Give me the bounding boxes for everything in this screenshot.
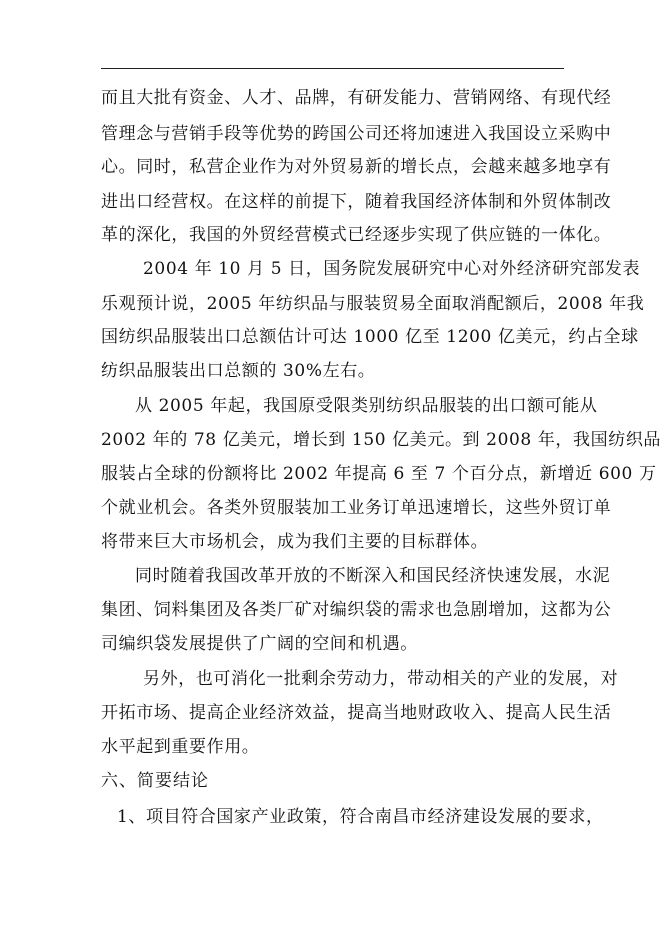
paragraph-line: 另外，也可消化一批剩余劳动力，带动相关的产业的发展，对: [143, 669, 619, 689]
paragraph-line: 2004 年 10 月 5 日，国务院发展研究中心对外经济研究部发表: [143, 259, 641, 279]
paragraph-line: 个就业机会。各类外贸服装加工业务订单迅速增长，这些外贸订单: [101, 498, 612, 518]
paragraph-line: 集团、饲料集团及各类厂矿对编织袋的需求也急剧增加，这都为公: [101, 600, 612, 620]
paragraph-line: 将带来巨大市场机会，成为我们主要的目标群体。: [101, 532, 489, 552]
paragraph-line: 进出口经营权。在这样的前提下，随着我国经济体制和外贸体制改: [101, 192, 612, 212]
paragraph-line: 2002 年的 78 亿美元，增长到 150 亿美元。到 2008 年，我国纺织品: [101, 430, 662, 450]
paragraph-line: 革的深化，我国的外贸经营模式已经逐步实现了供应链的一体化。: [101, 225, 612, 245]
paragraph-line: 同时随着我国改革开放的不断深入和国民经济快速发展，水泥: [135, 566, 611, 586]
paragraph-line: 管理念与营销手段等优势的跨国公司还将加速进入我国设立采购中: [101, 124, 612, 144]
paragraph-line: 乐观预计说，2005 年纺织品与服装贸易全面取消配额后，2008 年我: [101, 294, 645, 314]
paragraph-line: 纺织品服装出口总额的 30%左右。: [101, 361, 376, 381]
paragraph-line: 国纺织品服装出口总额估计可达 1000 亿至 1200 亿美元，约占全球: [101, 327, 639, 347]
paragraph-line: 司编织袋发展提供了广阔的空间和机遇。: [101, 634, 418, 654]
header-rule: [101, 68, 564, 69]
paragraph-line: 心。同时，私营企业作为对外贸易新的增长点，会越来越多地享有: [101, 157, 612, 177]
section-heading: 六、简要结论: [101, 771, 209, 791]
conclusion-item: 1、项目符合国家产业政策，符合南昌市经济建设发展的要求，: [117, 807, 604, 827]
paragraph-line: 而且大批有资金、人才、品牌，有研发能力、营销网络、有现代经: [101, 88, 612, 108]
paragraph-line: 水平起到重要作用。: [101, 737, 260, 757]
paragraph-line: 从 2005 年起，我国原受限类别纺织品服装的出口额可能从: [135, 396, 598, 416]
paragraph-line: 服装占全球的份额将比 2002 年提高 6 至 7 个百分点，新增近 600 万: [101, 464, 657, 484]
paragraph-line: 开拓市场、提高企业经济效益，提高当地财政收入、提高人民生活: [101, 703, 612, 723]
